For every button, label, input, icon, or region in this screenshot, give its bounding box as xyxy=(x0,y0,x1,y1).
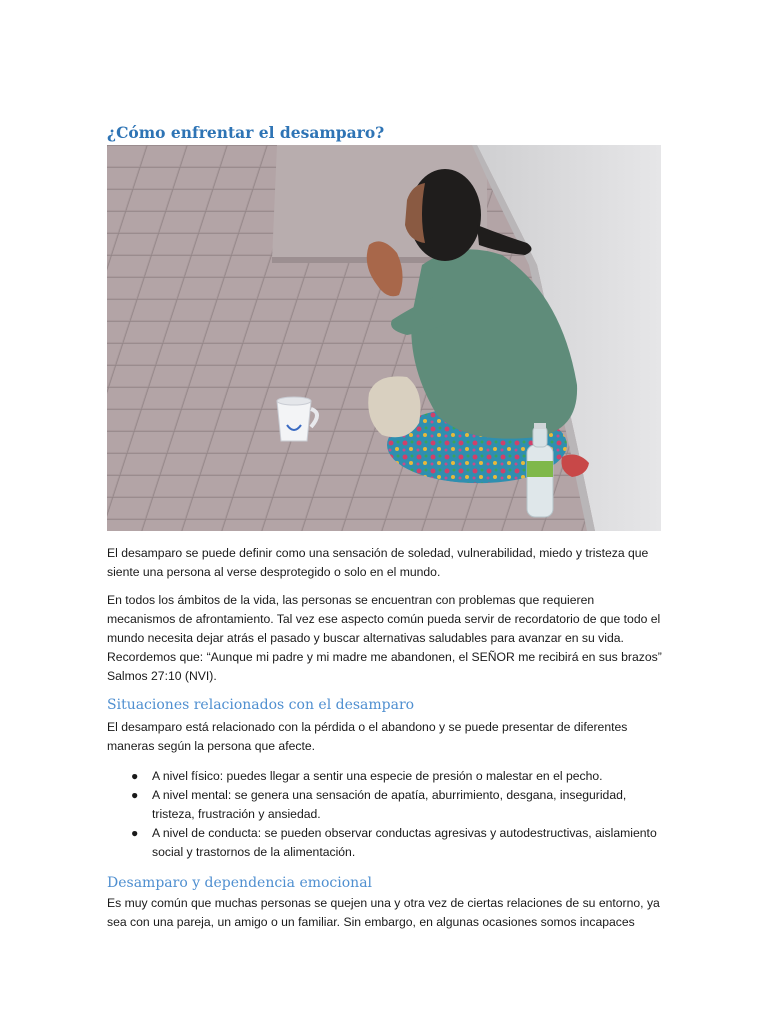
article-photo xyxy=(107,145,661,531)
situaciones-paragraph: El desamparo está relacionado con la pérdida o el abandono y se puede presentar de diferentes maneras según la persona que afecte. xyxy=(107,720,628,753)
photo-illustration xyxy=(107,145,661,531)
list-item-text: A nivel físico: puedes llegar a sentir una especie de presión o malestar en el pecho. xyxy=(152,769,603,783)
section-heading-situaciones: Situaciones relacionados con el desamparo xyxy=(107,697,415,713)
bullet-icon: ● xyxy=(131,769,139,783)
list-item-text: A nivel mental: se genera una sensación de apatía, aburrimiento, desgana, inseguridad, tristeza, frustración y ansiedad. xyxy=(152,788,627,821)
list-item-text: A nivel de conducta: se pueden observar conductas agresivas y autodestructivas, aislamiento social y trastornos de la alimentación. xyxy=(152,826,657,859)
context-paragraph: En todos los ámbitos de la vida, las personas se encuentran con problemas que requieren mecanismos de afrontamiento. Tal vez ese aspecto común pueda servir de recordatorio de que todo el mundo necesita dejar atrás el pasado y buscar alternativas saludables para avanzar en su vida. Recordemos que: “Aunque mi padre y mi madre me abandonen, el SEÑOR me recibirá en sus brazos” Salmos 27:10 (NVI). xyxy=(107,593,662,683)
list-item xyxy=(107,767,663,786)
bullet-icon: ● xyxy=(131,788,139,802)
list-item xyxy=(107,824,663,862)
dependencia-paragraph: Es muy común que muchas personas se quejen una y otra vez de ciertas relaciones de su entorno, ya sea con una pareja, un amigo o un familiar. Sin embargo, en algunas ocasiones somos incapaces xyxy=(107,896,660,929)
list-item xyxy=(107,786,663,824)
symptoms-list xyxy=(107,767,663,862)
intro-paragraph: El desamparo se puede definir como una sensación de soledad, vulnerabilidad, miedo y tristeza que siente una persona al verse desprotegido o solo en el mundo. xyxy=(107,546,649,579)
document-title: ¿Cómo enfrentar el desamparo? xyxy=(107,123,385,142)
section-heading-dependencia: Desamparo y dependencia emocional xyxy=(107,875,373,891)
bullet-icon: ● xyxy=(131,826,139,840)
